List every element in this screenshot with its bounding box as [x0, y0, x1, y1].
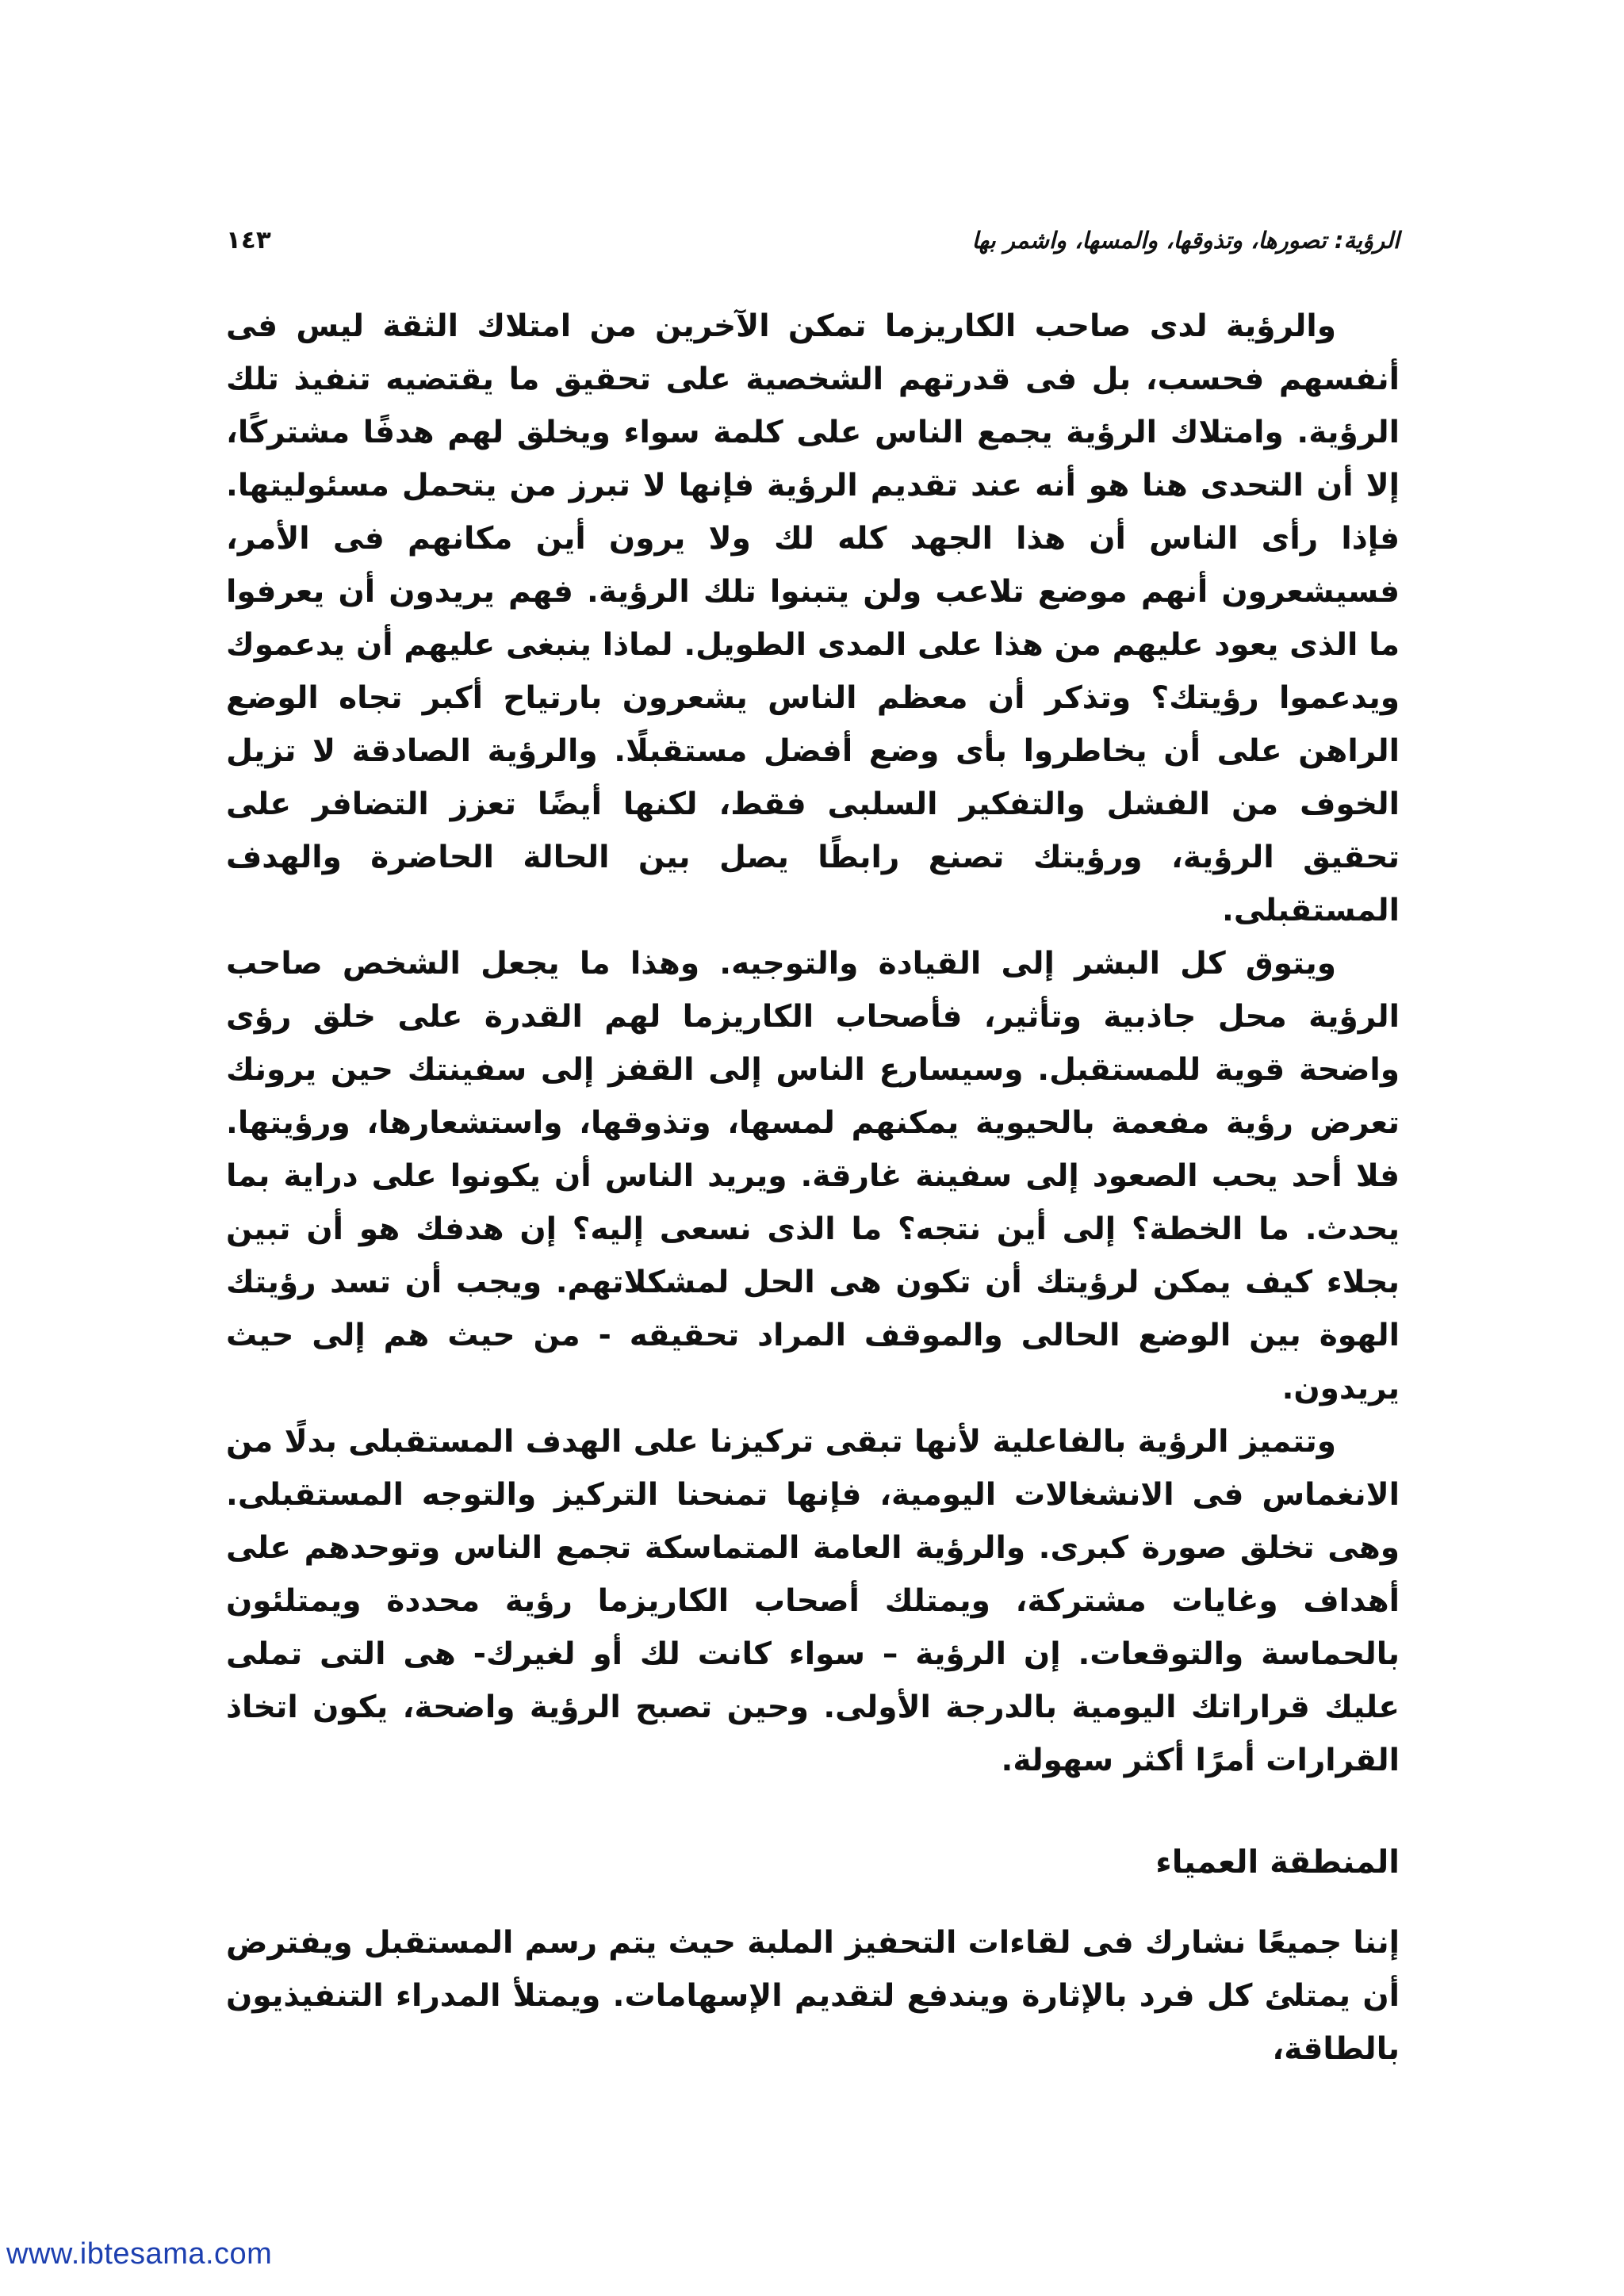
running-title: الرؤية: تصورها، وتذوقها، والمسها، واشمر بها [971, 227, 1400, 254]
page-number: ١٤٣ [226, 226, 271, 254]
page-body [226, 300, 1400, 2076]
paragraph-blind-spot: إننا جميعًا نشارك فى لقاءات التحفيز الملبة حيث يتم رسم المستقبل ويفترض أن يمتلئ كل فرد بالإثارة ويندفع لتقديم الإسهامات. ويمتلأ المدراء التنفيذيون بالطاقة، [226, 1925, 1400, 2067]
running-header [226, 212, 1400, 268]
watermark-link[interactable]: www.ibtesama.com [6, 2237, 273, 2271]
paragraph-vision-trust: والرؤية لدى صاحب الكاريزما تمكن الآخرين من امتلاك الثقة ليس فى أنفسهم فحسب، بل فى قدرتهم الشخصية على تحقيق ما يقتضيه تنفيذ تلك الرؤية. وامتلاك الرؤية يجمع الناس على كلمة سواء ويخلق لهم هدفًا مشتركًا، إلا أن التحدى هنا هو أنه عند تقديم الرؤية فإنها لا تبرز من يتحمل مسئوليتها. فإذا رأى الناس أن هذا الجهد كله لك ولا يرون أين مكانهم فى الأمر، فسيشعرون أنهم موضع تلاعب ولن يتبنوا تلك الرؤية. فهم يريدون أن يعرفوا ما الذى يعود عليهم من هذا على المدى الطويل. لماذا ينبغى عليهم أن يدعموك ويدعموا رؤيتك؟ وتذكر أن معظم الناس يشعرون بارتياح أكبر تجاه الوضع الراهن على أن يخاطروا بأى وضع أفضل مستقبلًا. والرؤية الصادقة لا تزيل الخوف من الفشل والتفكير السلبى فقط، لكنها أيضًا تعزز التضافر على تحقيق الرؤية، ورؤيتك تصنع رابطًا يصل بين الحالة الحاضرة والهدف المستقبلى. [226, 308, 1400, 928]
paragraph-vision-effectiveness: وتتميز الرؤية بالفاعلية لأنها تبقى تركيزنا على الهدف المستقبلى بدلًا من الانغماس فى الانشغالات اليومية، فإنها تمنحنا التركيز والتوجه المستقبلى. وهى تخلق صورة كبرى. والرؤية العامة المتماسكة تجمع الناس وتوحدهم على أهداف وغايات مشتركة، ويمتلك أصحاب الكاريزما رؤية محددة ويمتلئون بالحماسة والتوقعات. إن الرؤية – سواء كانت لك أو لغيرك- هى التى تملى عليك قراراتك اليومية بالدرجة الأولى. وحين تصبح الرؤية واضحة، يكون اتخاذ القرارات أمرًا أكثر سهولة. [226, 1424, 1400, 1778]
paragraph-leadership-guidance: ويتوق كل البشر إلى القيادة والتوجيه. وهذا ما يجعل الشخص صاحب الرؤية محل جاذبية وتأثير، فأصحاب الكاريزما لهم القدرة على خلق رؤى واضحة قوية للمستقبل. وسيسارع الناس إلى القفز إلى سفينتك حين يرونك تعرض رؤية مفعمة بالحيوية يمكنهم لمسها، وتذوقها، واستشعارها، ورؤيتها. فلا أحد يحب الصعود إلى سفينة غارقة. ويريد الناس أن يكونوا على دراية بما يحدث. ما الخطة؟ إلى أين نتجه؟ ما الذى نسعى إليه؟ إن هدفك هو أن تبين بجلاء كيف يمكن لرؤيتك أن تكون هى الحل لمشكلاتهم. ويجب أن تسد رؤيتك الهوة بين الوضع الحالى والموقف المراد تحقيقه - من حيث هم إلى حيث يريدون. [226, 946, 1400, 1406]
section-heading-blind-spot: المنطقة العمياء [1155, 1844, 1400, 1881]
